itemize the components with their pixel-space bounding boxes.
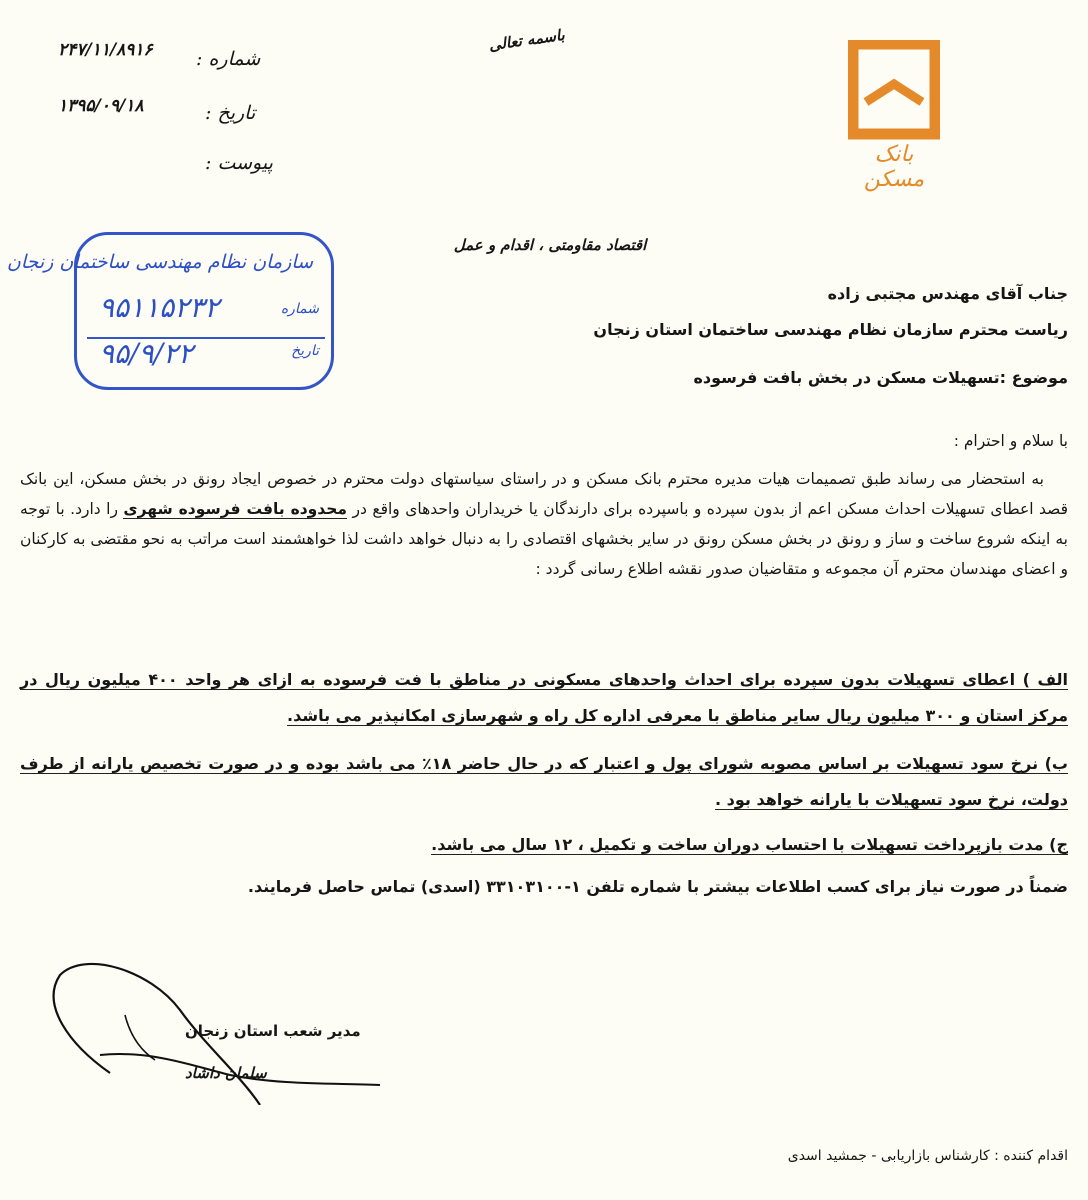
para1-part2: را دارد. با توجه به اینکه شروع ساخت و ساز و رونق در بخش مسکن رونق در سایر بخشهای اقتصادی را به دنبال خواهد داشت لذا خواهشمند است مراتب به نحو مقتضی به کارکنان و اعضای مهندسان محترم آن مجموعه و متقاضیان صدور نقشه اطلاع رسانی گردد : <box>20 500 1068 578</box>
stamp-date-label: تاریخ <box>291 343 319 359</box>
received-stamp <box>6 232 334 390</box>
recipient-name: جناب آقای مهندس مجتبی زاده <box>827 284 1068 303</box>
closing-line: ضمناً در صورت نیاز برای کسب اطلاعات بیشتر با شماره تلفن ۱-۳۳۱۰۳۱۰۰ (اسدی) تماس حاصل فرمایند. <box>247 877 1068 896</box>
clause-b-text: ب) نرخ سود تسهیلات بر اساس مصوبه شورای پول و اعتبار که در حال حاضر ۱۸٪ می باشد بوده و در صورت تخصیص یارانه از طرف دولت، نرخ سود تسهیلات با یارانه خواهد بود . <box>20 754 1068 809</box>
para1-part1: به استحضار می رساند طبق تصمیمات هیات مدیره محترم بانک مسکن و در راستای سیاستهای دولت محترم در خصوص ایجاد رونق در بخش مسکن، این بانک قصد اعطای تسهیلات احداث مسکن اعم از بدون سپرده و باسپرده برای دارندگان یا خریداران واحدهای واقع در <box>20 470 1068 518</box>
clause-a <box>20 662 1068 734</box>
letter-subject: موضوع :تسهیلات مسکن در بخش بافت فرسوده <box>693 368 1068 387</box>
para1-highlight: محدوده بافت فرسوده شهری <box>123 500 348 518</box>
body-paragraph <box>20 464 1068 584</box>
bank-logo <box>848 40 940 192</box>
stamp-org: سازمان نظام مهندسی ساختمان زنجان <box>6 251 313 273</box>
stamp-number: ۹۵۱۱۵۲۳۲ <box>99 291 220 324</box>
attachment-label: پیوست : <box>205 152 273 174</box>
bank-name: بانک مسکن <box>863 142 925 192</box>
bank-logo-icon <box>848 40 940 140</box>
clause-c <box>20 830 1068 860</box>
bismillah: باسمه تعالی <box>487 25 566 55</box>
clause-b <box>20 746 1068 818</box>
stamp-number-label: شماره <box>280 301 319 317</box>
signatory-title: مدیر شعب استان زنجان <box>185 1022 361 1040</box>
signatory-name: سلمان داشاد <box>185 1064 267 1082</box>
stamp-date: ۹۵/۹/۲۲ <box>99 337 194 370</box>
number-label: شماره : <box>196 48 261 70</box>
recipient-title: ریاست محترم سازمان نظام مهندسی ساختمان استان زنجان <box>593 320 1068 339</box>
date-label: تاریخ : <box>205 102 256 124</box>
action-by: اقدام کننده : کارشناس بازاریابی - جمشید اسدی <box>787 1148 1068 1164</box>
letter-date: ۱۳۹۵/۰۹/۱۸ <box>58 96 144 116</box>
letter-number: ۲۴۷/۱۱/۸۹۱۶ <box>58 40 153 60</box>
greeting: با سلام و احترام : <box>953 432 1068 450</box>
clause-a-text: الف ) اعطای تسهیلات بدون سپرده برای احداث واحدهای مسکونی در مناطق با فت فرسوده به ازای هر واحد ۴۰۰ میلیون ریال در مرکز استان و ۳۰۰ میلیون ریال سایر مناطق با معرفی اداره کل راه و شهرسازی امکانپذیر می باشد. <box>20 670 1069 725</box>
slogan: اقتصاد مقاومتی ، اقدام و عمل <box>453 236 647 254</box>
clause-c-text: ج) مدت بازپرداخت تسهیلات با احتساب دوران ساخت و تکمیل ، ۱۲ سال می باشد. <box>431 835 1068 854</box>
